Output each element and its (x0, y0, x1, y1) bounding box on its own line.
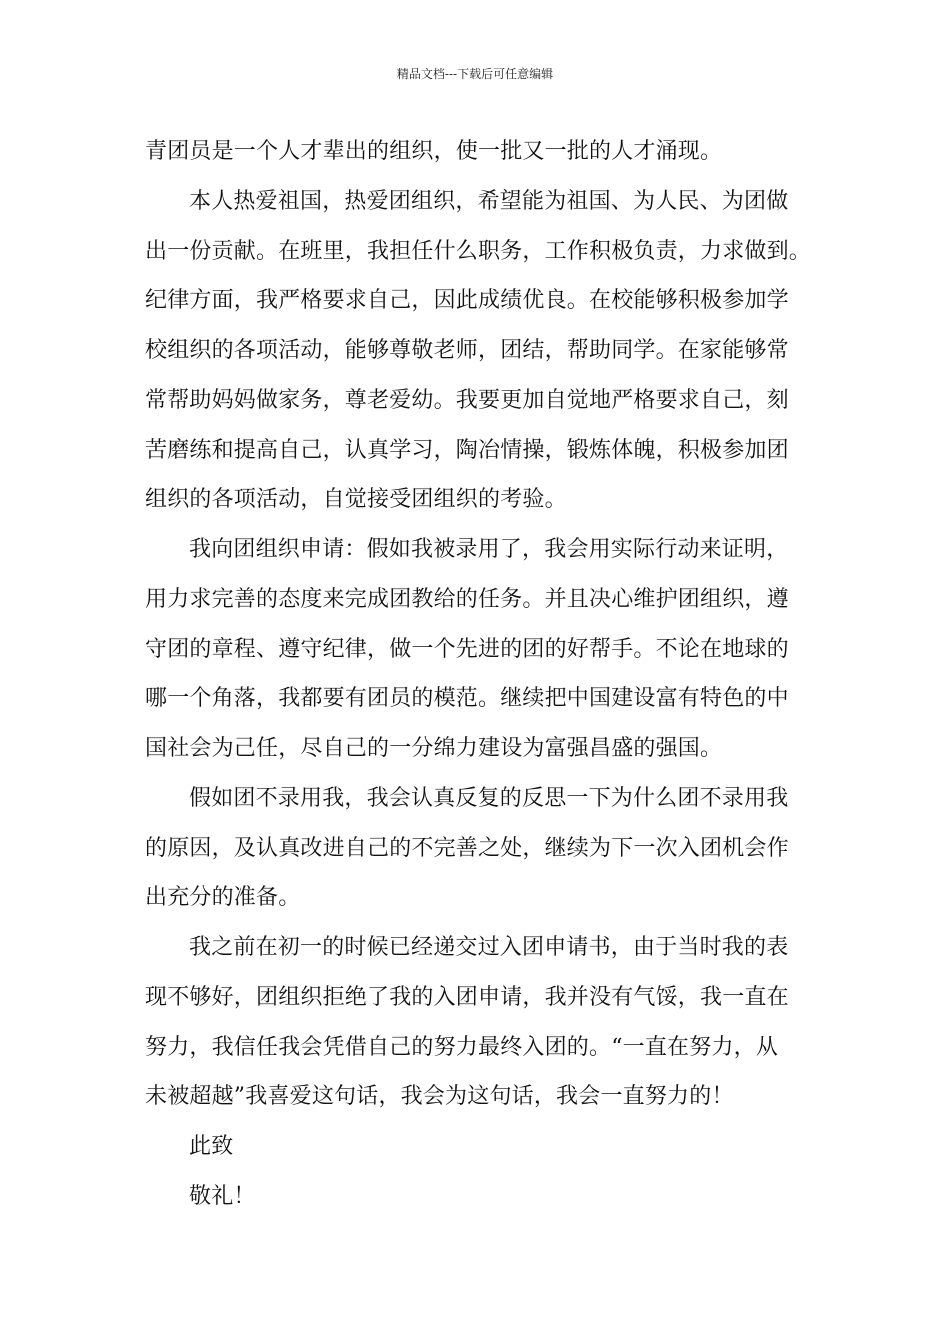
text-line: 纪律方面，我严格要求自己，因此成绩优良。在校能够积极参加学 (145, 288, 789, 314)
text-line: 国社会为己任，尽自己的一分绵力建设为富强昌盛的强国。 (145, 736, 723, 761)
text-line: 哪一个角落，我都要有团员的模范。继续把中国建设富有特色的中 (145, 686, 789, 712)
text-line: 守团的章程、遵守纪律，做一个先进的团的好帮手。不论在地球的 (145, 636, 789, 662)
text-line: 苦磨练和提高自己，认真学习，陶冶情操，锻炼体魄，积极参加团 (145, 437, 789, 463)
text-line: 青团员是一个人才辈出的组织，使一批又一批的人才涌现。 (145, 139, 723, 164)
text-line: 出充分的准备。 (145, 885, 301, 911)
paragraph-first-line: 假如团不录用我，我会认真反复的反思一下为什么团不录用我 (189, 785, 789, 811)
text-line: 组织的各项活动，自觉接受团组织的考验。 (145, 487, 567, 513)
text-line: 努力，我信任我会凭借自己的努力最终入团的。“一直在努力，从 (145, 1034, 779, 1060)
text-line: 常帮助妈妈做家务，尊老爱幼。我要更加自觉地严格要求自己，刻 (145, 387, 789, 413)
page-header: 精品文档---下载后可任意编辑 (396, 67, 554, 81)
text-line: 的原因，及认真改进自己的不完善之处，继续为下一次入团机会作 (145, 835, 789, 861)
paragraph-first-line: 我向团组织申请：假如我被录用了，我会用实际行动来证明， (189, 537, 789, 562)
text-line: 校组织的各项活动，能够尊敬老师，团结，帮助同学。在家能够常 (145, 338, 789, 363)
text-line: 未被超越”我喜爱这句话，我会为这句话，我会一直努力的！ (145, 1084, 734, 1110)
paragraph-first-line: 我之前在初一的时候已经递交过入团申请书，由于当时我的表 (189, 935, 789, 960)
letter-body (145, 127, 817, 1222)
text-line: 出一份贡献。在班里，我担任什么职务，工作积极负责，力求做到。 (145, 238, 812, 264)
closing-salutation: 此致 (189, 1134, 234, 1159)
text-line: 现不够好，团组织拒绝了我的入团申请，我并没有气馁，我一直在 (145, 984, 789, 1010)
closing-regards: 敬礼！ (189, 1183, 256, 1209)
text-line: 用力求完善的态度来完成团教给的任务。并且决心维护团组织，遵 (145, 586, 789, 612)
paragraph-first-line: 本人热爱祖国，热爱团组织，希望能为祖国、为人民、为团做 (189, 188, 789, 214)
